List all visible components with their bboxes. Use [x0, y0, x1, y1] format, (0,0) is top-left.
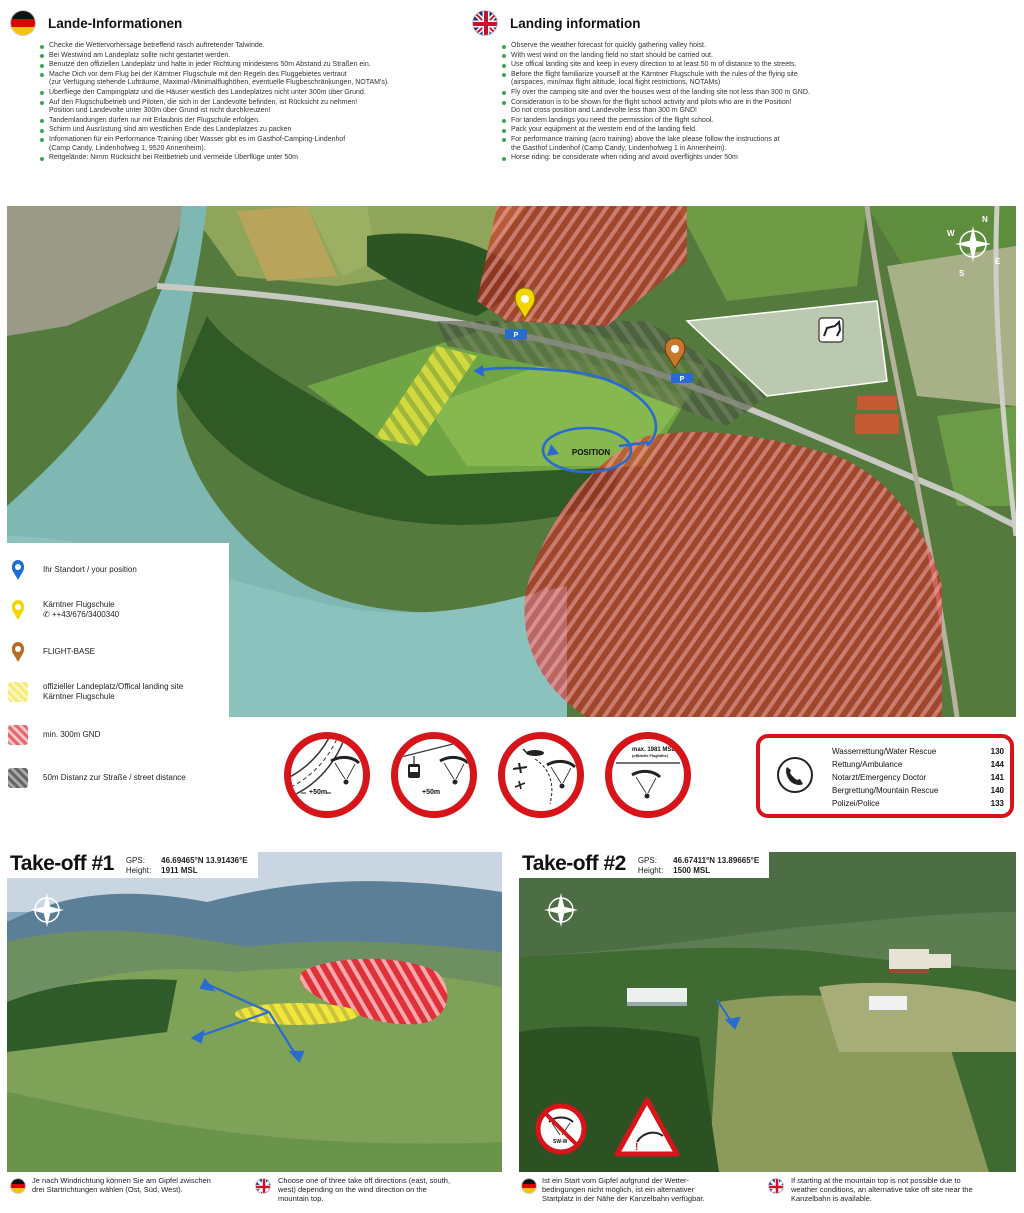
emergency-label: Wasserrettung/Water Rescue [832, 747, 937, 756]
takeoff-1-note-de: Je nach Windrichtung können Sie am Gipfel zwischen drei Startrichtungen wählen (Ost, Süd, West). [32, 1176, 211, 1194]
takeoff-2-header [519, 852, 769, 878]
compass-s-label: S [959, 269, 965, 278]
german-flag-icon [10, 10, 36, 36]
emergency-number: 140 [990, 786, 1004, 795]
list-item: Schirm und Ausrüstung sind am westlichen Ende des Landeplatzes zu packen [40, 126, 510, 135]
legend-text: 50m Distanz zur Straße / street distance [43, 773, 186, 782]
blue-pin-icon [7, 559, 29, 581]
list-item: Benutze den offiziellen Landeplatz und halte in jeder Richtung mindestens 50m Abstand zu Straßen ein. [40, 61, 510, 70]
list-item: Observe the weather forecast for quickly gathering valley hoist. [502, 42, 1017, 51]
emergency-numbers-box [756, 734, 1014, 818]
parking-label: P [679, 376, 685, 383]
no-start-sign [538, 1106, 584, 1152]
takeoff-1-panel [7, 852, 502, 1172]
list-item: For tandem landings you need the permission of the flight school. [502, 117, 1017, 126]
uk-flag-icon [255, 1178, 271, 1194]
map-legend [7, 543, 229, 717]
emergency-number: 133 [990, 799, 1004, 808]
takeoff-1-meta [126, 856, 248, 876]
list-item: With west wind on the landing field no start should be carried out. [502, 52, 1017, 61]
takeoff-2-note-en: If starting at the mountain top is not possible due to weather conditions, an alternative take off site near the Kanzelbahn is available. [791, 1176, 973, 1203]
compass-e-label: E [995, 257, 1001, 266]
list-item: Überfliege den Campingplatz und die Häuser westlich des Landeplatzes nicht unter 300m über Grund. [40, 89, 510, 98]
list-item: Mache Dich vor dem Flug bei der Kärntner Flugschule mit den Regeln des Fluggebietes vertraut (zur Verfügung stehende Lufträume, Maximal-/Minimalflughöhen, eventuelle Flugbeschränkungen, NOTAM's). [40, 71, 510, 88]
emergency-label: Rettung/Ambulance [832, 760, 903, 769]
max-altitude-sign [605, 732, 691, 818]
emergency-row [832, 799, 1004, 808]
sign-label: +50m [422, 789, 441, 796]
english-info-title: Landing information [510, 15, 641, 31]
list-item: Bei Westwind am Landeplatz sollte nicht gestartet werden. [40, 52, 510, 61]
german-info-list [10, 42, 510, 163]
compass-n-label: N [982, 215, 988, 224]
german-info-title: Lande-Informationen [48, 15, 183, 31]
emergency-label: Bergrettung/Mountain Rescue [832, 786, 939, 795]
gps-label: GPS: [637, 856, 657, 865]
emergency-row [832, 747, 1004, 756]
emergency-label: Notarzt/Emergency Doctor [832, 773, 927, 782]
list-item: Auf den Flugschulbetrieb und Piloten, die sich in der Landevolte befinden, ist Rücksicht zu nehmen! Position und Landevolte unter 300m über Grund ist nicht durchkreuzen! [40, 99, 510, 116]
legend-text: min. 300m GND [43, 730, 101, 739]
brown-pin-icon [7, 641, 29, 663]
legend-text: offizieller Landeplatz/Offical landing site Kärntner Flugschule [43, 682, 184, 701]
sign-label: max. 1981 MSL [632, 747, 676, 753]
list-item: Checke die Wettervorhersage betreffend rasch auftretender Talwinde. [40, 42, 510, 51]
cable-car-distance-sign [391, 732, 477, 818]
takeoff-1-header [7, 852, 258, 878]
gps-value: 46.67411°N 13.89665°E [673, 856, 760, 865]
legend-text: FLIGHT-BASE [43, 647, 96, 656]
uk-flag-icon [768, 1178, 784, 1194]
yellow-stripes-swatch [8, 682, 28, 702]
emergency-label: Polizei/Police [832, 799, 880, 808]
height-label: Height: [637, 866, 664, 875]
road-distance-sign [284, 732, 370, 818]
takeoff-1-title: Take-off #1 [10, 852, 114, 875]
takeoff-2-note-de: Ist ein Start vom Gipfel aufgrund der Wetter- bedingungen nicht möglich, ist ein alternativer Startplatz in der Nähe der Kanzelbahn verfügbar. [542, 1176, 705, 1203]
height-value: 1911 MSL [161, 866, 198, 875]
takeoff-2-meta [638, 856, 759, 876]
list-item: Before the flight familiarize yourself at the Kärntner Flugschule with the rules of the flying site (airspaces, min/max flight altitude, local flight restrictions, NOTAMs) [502, 71, 1017, 88]
red-stripes-swatch [8, 725, 28, 745]
emergency-row [832, 773, 1004, 782]
list-item: Pack your equipment at the western end of the landing field. [502, 126, 1017, 135]
list-item: Horse riding: be considerate when riding and avoid overflights under 50m [502, 154, 1017, 163]
english-info-list [472, 42, 1017, 163]
german-flag-icon [10, 1178, 26, 1194]
legend-text: Ihr Standort / your position [43, 565, 137, 574]
height-label: Height: [125, 866, 152, 875]
parking-label: P [513, 332, 519, 339]
takeoff-1-note-en: Choose one of three take off directions (east, south, west) depending on the wind direction on the mountain top. [278, 1176, 451, 1203]
emergency-row [832, 786, 1004, 795]
list-item: For performance training (acro training) above the lake please follow the instructions at the Gasthof Lindenhof (Camp Candy, Lindenhofweg 1 in Annenheim). [502, 136, 1017, 153]
german-info-section [10, 8, 510, 164]
no-start-sign-label: SW-W [553, 1139, 568, 1145]
emergency-row [832, 760, 1004, 769]
emergency-number: 130 [990, 747, 1004, 756]
emergency-number: 144 [990, 760, 1004, 769]
sign-label: +50m [309, 789, 328, 796]
list-item: Reitgelände: Nimm Rücksicht bei Reitbetrieb und vermeide Überflüge unter 50m [40, 154, 510, 163]
takeoff-2-panel [519, 852, 1016, 1172]
compass-w-label: W [947, 229, 955, 238]
german-flag-icon [521, 1178, 537, 1194]
english-info-section [472, 8, 1017, 164]
legend-text: Kärntner Flugschule ✆ ++43/676/3400340 [43, 600, 120, 619]
grey-stripes-swatch [8, 768, 28, 788]
svg-text:!: ! [635, 1142, 639, 1153]
emergency-number: 141 [990, 773, 1004, 782]
phone-icon [776, 756, 814, 794]
list-item: Tandemlandungen dürfen nur mit Erlaubnis der Flugschule erfolgen. [40, 117, 510, 126]
list-item: Use offical landing site and keep in every direction to at least 50 m of distance to the streets. [502, 61, 1017, 70]
list-item: Fly over the camping site and over the houses west of the landing site not less than 300 m GND. [502, 89, 1017, 98]
gps-label: GPS: [125, 856, 145, 865]
no-airspace-conflict-sign [498, 732, 584, 818]
height-value: 1500 MSL [673, 866, 711, 875]
sign-sublabel: (offizielle Flughöhe) [632, 754, 668, 758]
position-label: POSITION [571, 448, 611, 457]
yellow-pin-icon [7, 599, 29, 621]
list-item: Consideration is to be shown for the flight school activity and pilots who are in the Position! Do not cross position and Landevolte less than 300 m GND! [502, 99, 1017, 116]
takeoff-2-title: Take-off #2 [522, 852, 626, 875]
uk-flag-icon [472, 10, 498, 36]
gps-value: 46.69465°N 13.91436°E [161, 856, 248, 865]
list-item: Informationen für ein Performance Training über Wasser gibt es im Gasthof-Camping-Lindenhof (Camp Candy, Lindenhofweg 1, 9520 Annenheim). [40, 136, 510, 153]
